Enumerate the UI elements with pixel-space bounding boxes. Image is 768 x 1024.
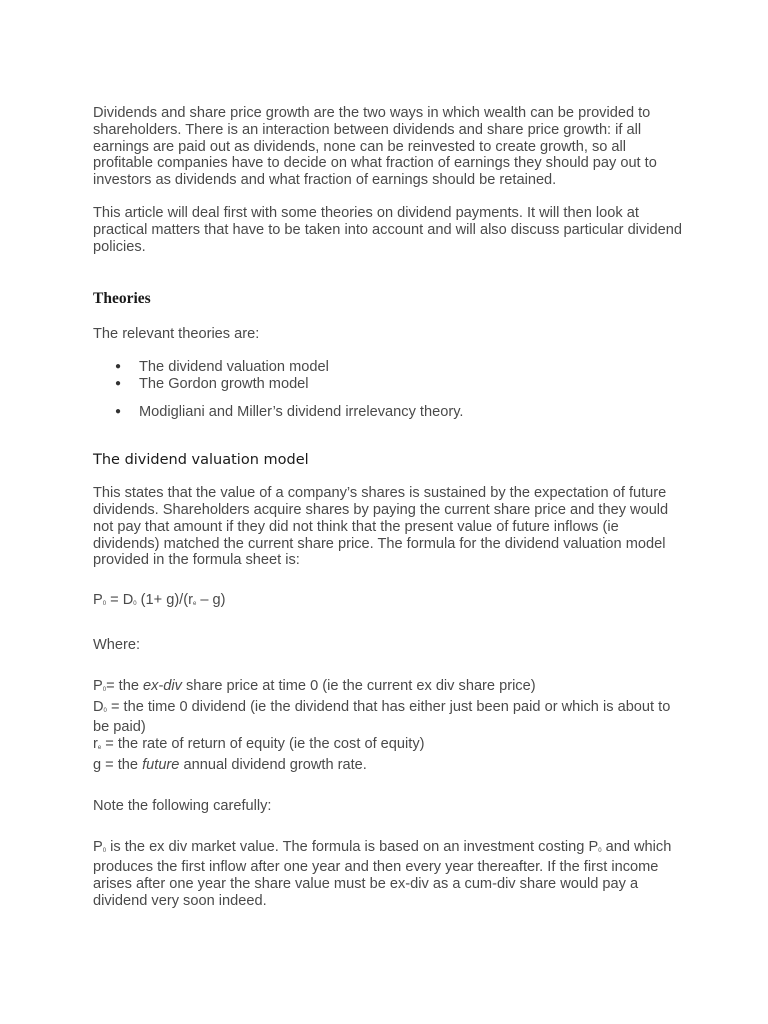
dividend-valuation-heading: The dividend valuation model — [93, 452, 309, 469]
definition-re: re = the rate of return of equity (ie the cost of equity) — [93, 736, 425, 753]
article-paragraph: This article will deal first with some theories on dividend payments. It will then look at practical matters that have to be taken into account and will also discuss particular dividend policies. — [93, 204, 682, 255]
bullet-icon: ● — [115, 377, 122, 389]
intro-paragraph: Dividends and share price growth are the two ways in which wealth can be provided to shareholders. There is an interaction between dividends and share price growth: if all earnings are paid out as dividends, none can be reinvested to create growth, so all profitable companies have to decide on what fraction of earnings they should pay out to investors as dividends and what fraction of earnings should be retained. — [93, 105, 657, 189]
list-item — [93, 359, 683, 376]
definitions-block — [93, 678, 683, 774]
definition-p0: P0= the ex-div share price at time 0 (ie the current ex div share price) — [93, 677, 536, 694]
document-page — [93, 105, 683, 910]
bullet-icon: ● — [115, 360, 122, 372]
list-item-label: The dividend valuation model — [139, 358, 329, 375]
theories-heading: Theories — [93, 290, 151, 308]
list-item — [93, 404, 683, 421]
bullet-icon: ● — [115, 405, 122, 417]
list-item-label: The Gordon growth model — [139, 375, 309, 392]
final-paragraph: P0 is the ex div market value. The formula is based on an investment costing P0 and which produces the first inflow after one year and then every year thereafter. If the first income arises after one year the share value must be ex-div as a cum-div share would pay a dividend very soon indeed. — [93, 838, 672, 909]
dvm-paragraph: This states that the value of a company’s shares is sustained by the expectation of future dividends. Shareholders acquire shares by paying the current share price and they would not pay that amount if they did not think that the present value of future inflows (ie dividends) matched the current share price. The formula for the dividend valuation model provided in the formula sheet is: — [93, 485, 669, 569]
relevant-theories-text: The relevant theories are: — [93, 326, 260, 343]
definition-d0: D0 = the time 0 dividend (ie the dividend that has either just been paid or which is about to be paid) — [93, 698, 671, 736]
list-item — [93, 376, 683, 393]
list-item-label: Modigliani and Miller’s dividend irrelevancy theory. — [139, 403, 464, 420]
theories-list — [93, 359, 683, 420]
where-label: Where: — [93, 636, 141, 653]
note-label: Note the following carefully: — [93, 797, 272, 814]
definition-g: g = the future annual dividend growth rate. — [93, 756, 367, 773]
dvm-formula: P0 = D0 (1+ g)/(re – g) — [93, 592, 226, 609]
